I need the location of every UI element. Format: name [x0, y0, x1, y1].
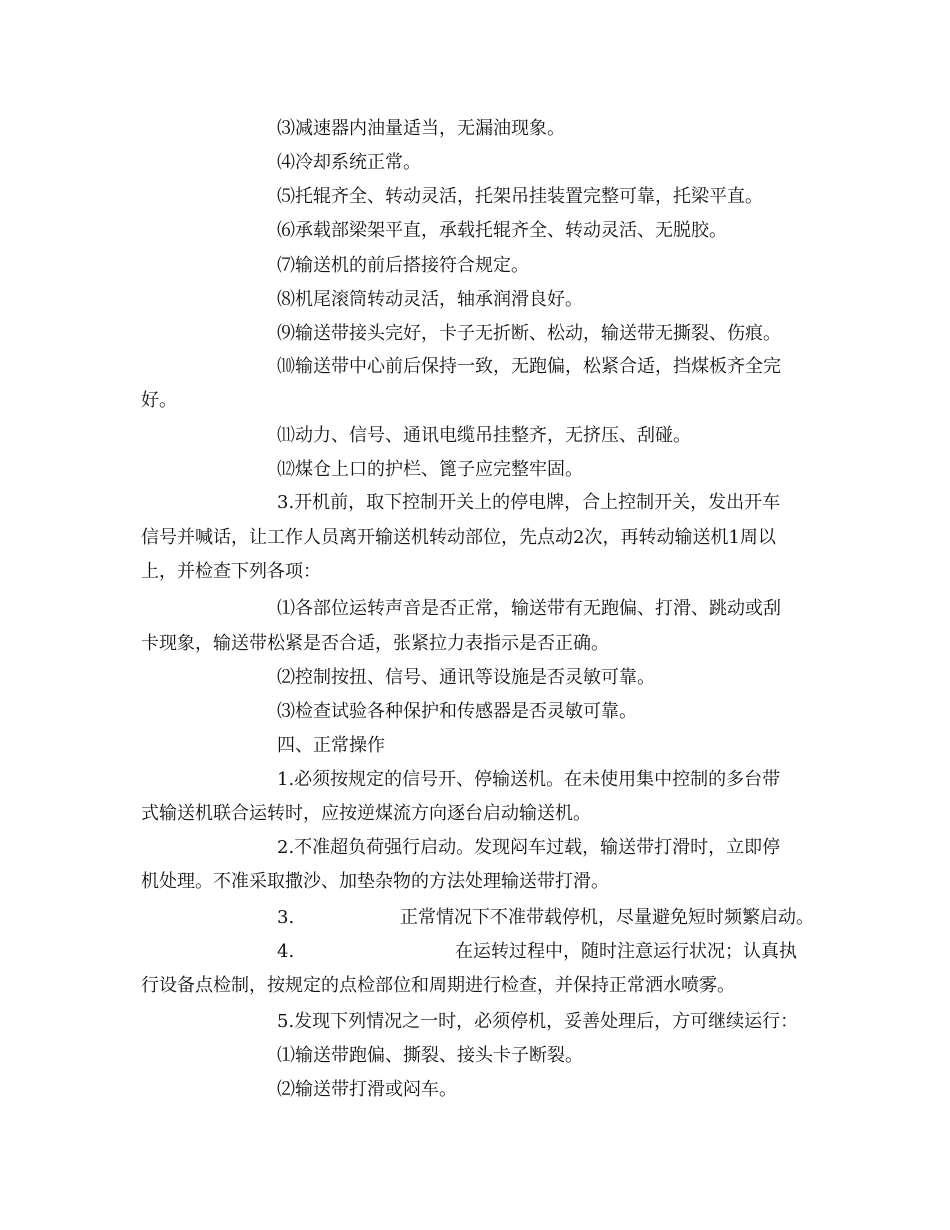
text-line: ⑴各部位运转声音是否正常，输送带有无跑偏、打滑、跳动或刮: [277, 598, 781, 619]
text-line: ⑺输送机的前后搭接符合规定。: [277, 255, 529, 276]
text-line: ⑵控制按扭、信号、通讯等设施是否灵敏可靠。: [277, 667, 655, 688]
text-line: ⑻机尾滚筒转动灵活，轴承润滑良好。: [277, 289, 583, 310]
text-line: ⑹承载部梁架平直，承载托辊齐全、转动灵活、无脱胶。: [277, 220, 727, 241]
text-line: 正常情况下不准带载停机，尽量避免短时频繁启动。: [400, 907, 814, 928]
item-number: 4.: [277, 941, 295, 962]
text-line: 2.不准超负荷强行启动。发现闷车过载，输送带打滑时，立即停: [277, 837, 781, 858]
section-heading: 四、正常操作: [277, 735, 385, 756]
text-line: 在运转过程中，随时注意运行状况；认真执: [455, 941, 797, 962]
text-line: ⑷冷却系统正常。: [277, 152, 421, 173]
text-line: ⑸托辊齐全、转动灵活，托架吊挂装置完整可靠，托梁平直。: [277, 186, 763, 207]
text-line: 好。: [141, 390, 177, 411]
text-line: 3.开机前，取下控制开关上的停电牌，合上控制开关，发出开车: [277, 492, 781, 513]
text-line: ⑽输送带中心前后保持一致，无跑偏，松紧合适，挡煤板齐全完: [277, 356, 781, 377]
text-line: ⑴输送带跑偏、撕裂、接头卡子断裂。: [277, 1045, 583, 1066]
text-line: 卡现象，输送带松紧是否合适，张紧拉力表指示是否正确。: [141, 633, 609, 654]
text-line: ⑿煤仓上口的护栏、篦子应完整牢固。: [277, 459, 583, 480]
text-line: ⑶检查试验各种保护和传感器是否灵敏可靠。: [277, 701, 637, 722]
text-line: 式输送机联合运转时，应按逆煤流方向逐台启动输送机。: [141, 803, 591, 824]
text-line: ⑾动力、信号、通讯电缆吊挂整齐，无挤压、刮碰。: [277, 425, 691, 446]
text-line: 1.必须按规定的信号开、停输送机。在未使用集中控制的多台带: [277, 769, 781, 790]
text-line: ⑼输送带接头完好，卡子无折断、松动，输送带无撕裂、伤痕。: [277, 323, 781, 344]
text-line: 行设备点检制，按规定的点检部位和周期进行检查，并保持正常洒水喷雾。: [141, 975, 735, 996]
item-number: 3.: [277, 907, 295, 928]
text-line: 信号并喊话，让工作人员离开输送机转动部位，先点动2次，再转动输送机1周以: [141, 527, 776, 548]
text-line: ⑵输送带打滑或闷车。: [277, 1079, 457, 1100]
text-line: 5.发现下列情况之一时，必须停机，妥善处理后，方可继续运行：: [277, 1011, 799, 1032]
text-line: ⑶减速器内油量适当，无漏油现象。: [277, 118, 565, 139]
text-line: 机处理。不准采取撒沙、加垫杂物的方法处理输送带打滑。: [141, 871, 609, 892]
text-line: 上，并检查下列各项：: [141, 561, 321, 582]
